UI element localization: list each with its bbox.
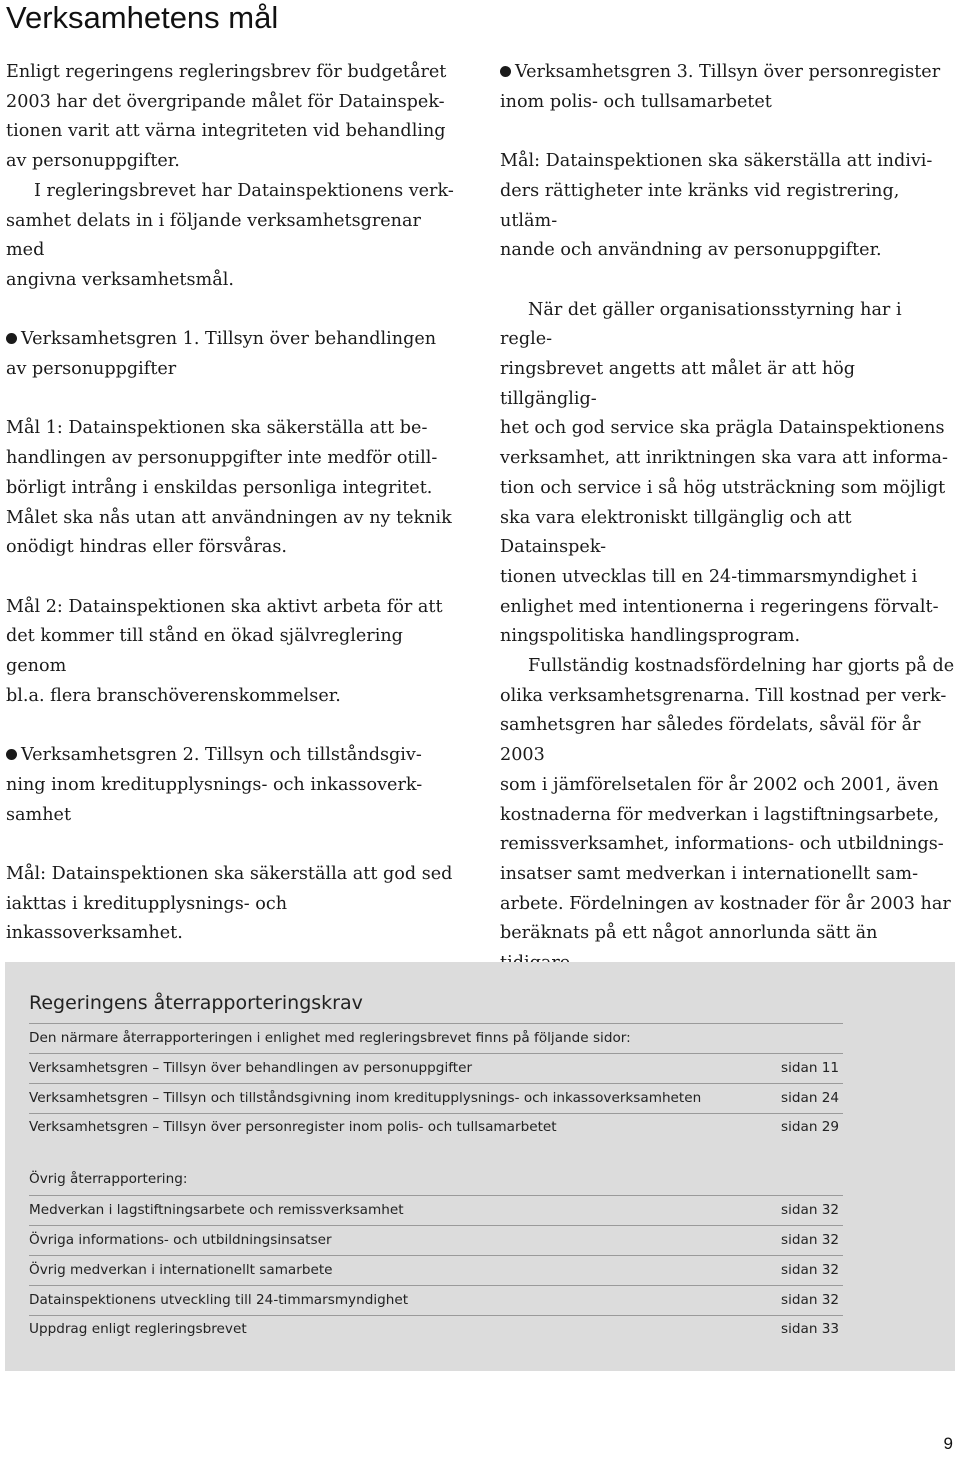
divider (29, 1315, 843, 1316)
mal-2-paragraph: Mål 2: Datainspektionen ska aktivt arbeta för att det kommer till stånd en ökad självreglering genom bl.a. flera branschöverenskommelser. (6, 596, 443, 706)
list-item: Övriga informations- och utbildningsinsatser sidan 32 (29, 1232, 840, 1248)
bullet-icon (6, 333, 17, 344)
bullet-icon (6, 749, 17, 760)
verksamhetsgren-2-heading: Verksamhetsgren 2. Tillsyn och tillståndsgiv- ning inom kreditupplysnings- och inkassoverk- samhet (6, 745, 423, 825)
text-line: av personuppgifter. (6, 151, 180, 172)
text-line: tionen varit att värna integriteten vid behandling (6, 121, 446, 142)
list-item: Uppdrag enligt regleringsbrevet sidan 33 (29, 1321, 840, 1337)
text-line: angivna verksamhetsmål. (6, 269, 234, 290)
divider (29, 1053, 843, 1054)
list-item: Datainspektionens utveckling till 24-timmarsmyndighet sidan 32 (29, 1292, 840, 1308)
list-item: Medverkan i lagstiftningsarbete och remissverksamhet sidan 32 (29, 1202, 840, 1218)
box-intro: Den närmare återrapporteringen i enlighet med regleringsbrevet finns på följande sidor: (29, 1030, 631, 1046)
divider (29, 1225, 843, 1226)
other-reporting-label: Övrig återrapportering: (29, 1171, 188, 1187)
text-line: I regleringsbrevet har Datainspektionens verk- (34, 180, 454, 201)
page-title: Verksamhetens mål (6, 0, 279, 35)
kostnadsfordelning-paragraph: Fullständig kostnadsfördelning har gjorts på de olika verksamhetsgrenarna. Till kostnad per verk- samhetsgren har således fördelats, såväl för år 2003 som i jämförelsetalen för år 2002 och 2001, även kostnaderna för medverkan i lagstiftningsarbete, remissverksamhet, informations- och utbildnings- insatser samt medverkan i internationellt sam- arbete. Fördelningen av kostnader för år 2003 har beräknats på ett något annorlunda sätt än (500, 656, 955, 944)
list-item: Övrig medverkan i internationellt samarbete sidan 32 (29, 1262, 840, 1278)
aterrapportering-box (5, 962, 955, 1371)
list-item: Verksamhetsgren – Tillsyn över behandlingen av personuppgifter sidan 11 (29, 1060, 840, 1076)
box-title: Regeringens återrapporteringskrav (29, 992, 363, 1014)
list-item: Verksamhetsgren – Tillsyn över personregister inom polis- och tullsamarbetet sidan 29 (29, 1119, 840, 1135)
verksamhetsgren-3-heading: Verksamhetsgren 3. Tillsyn över personregister inom polis- och tullsamarbetet (500, 62, 941, 112)
text-line: av personuppgifter (6, 359, 177, 380)
divider (29, 1285, 843, 1286)
divider (29, 1023, 843, 1024)
bullet-icon (500, 66, 511, 77)
right-column (500, 58, 955, 979)
list-item: Verksamhetsgren – Tillsyn och tillståndsgivning inom kreditupplysnings- och inkassoverksamheten sidan 24 (29, 1090, 840, 1106)
gren-3-mal-paragraph: Mål: Datainspektionen ska säkerställa att indivi- ders rättigheter inte kränks vid registrering, utläm- nande och användning av personuppgifter. (500, 151, 933, 261)
organisationsstyrning-paragraph: När det gäller organisationsstyrning har i regle- ringsbrevet angetts att målet är att hög tillgänglig- het och god service ska prägla Datainspektionens verksamhet, att inriktningen ska vara att informa- tion och service i så hög utsträckning som möjligt ska vara elektroniskt tillgänglig och att Datainspek- tionen utvecklas till en 24-timmarsmyndighet i enlighet med intentionerna i regeringens förvalt- ningspolitiska handlingsprogram. (500, 299, 948, 647)
intro-paragraph (6, 58, 461, 177)
mal-1-paragraph: Mål 1: Datainspektionen ska säkerställa att be- handlingen av personuppgifter inte medför otill- börligt intrång i enskildas personliga integritet. Målet ska nås utan att användningen av ny teknik onödigt hindras eller försvåras. (6, 418, 452, 558)
text-line: 2003 har det övergripande målet för Datainspek- (6, 91, 445, 112)
divider (29, 1255, 843, 1256)
intro2-paragraph (6, 177, 461, 296)
gren-2-mal-paragraph: Mål: Datainspektionen ska säkerställa att god sed iakttas i kreditupplysnings- och inkassoverksamhet. (6, 863, 453, 944)
divider (29, 1113, 843, 1114)
left-column (6, 58, 461, 949)
page-number: 9 (943, 1434, 953, 1453)
divider (29, 1195, 843, 1196)
divider (29, 1083, 843, 1084)
text-line: samhet delats in i följande verksamhetsgrenar med (6, 210, 421, 261)
text-line: Enligt regeringens regleringsbrev för budgetåret (6, 62, 447, 82)
verksamhetsgren-1-heading: Verksamhetsgren 1. Tillsyn över behandlingen av personuppgifter (6, 325, 461, 384)
